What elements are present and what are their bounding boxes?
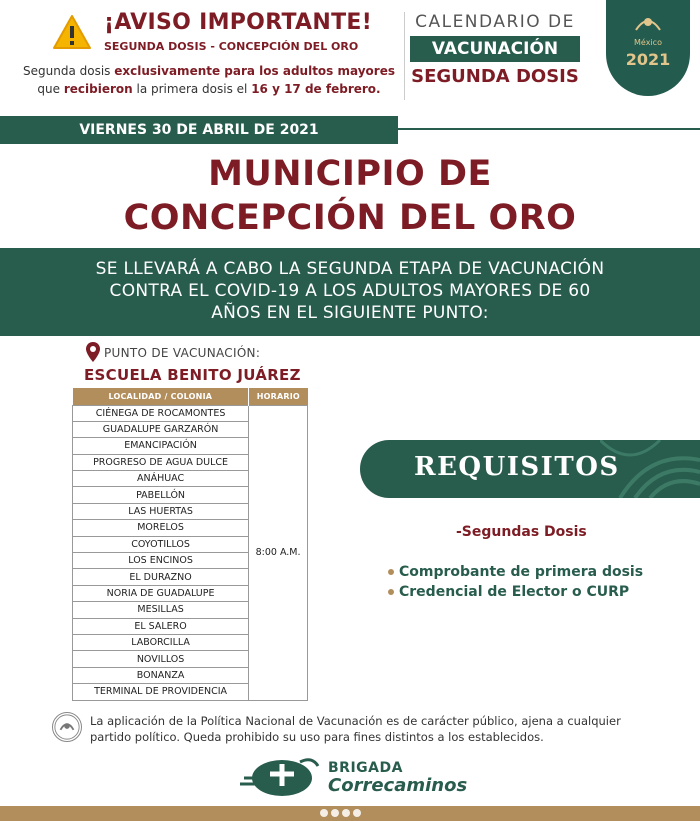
requisitos-subtitle: -Segundas Dosis [456, 524, 587, 540]
aviso-line-2: que recibieron la primera dosis el 16 y 17 de febrero. [37, 82, 381, 96]
calendar-vacunacion: VACUNACIÓN [410, 36, 580, 62]
punto-label: PUNTO DE VACUNACIÓN: [104, 346, 261, 360]
brigada-line-2: Correcaminos [328, 775, 468, 796]
municipio-title [0, 152, 700, 240]
brigada-correcaminos-logo-icon [240, 752, 322, 800]
header [0, 0, 700, 112]
national-coat-of-arms-icon [52, 712, 82, 742]
calendar-title: CALENDARIO DE [415, 12, 575, 32]
horario-cell: 8:00 A.M. [249, 405, 308, 700]
municipio-line-1: MUNICIPIO DE [208, 154, 492, 194]
table-header-row [73, 388, 308, 405]
localidad-cell: BONANZA [73, 667, 249, 683]
brigada-line-1: BRIGADA [328, 760, 403, 776]
eagle-emblem-icon [634, 10, 662, 34]
localidad-cell: LAS HUERTAS [73, 503, 249, 519]
localidad-cell: EL SALERO [73, 618, 249, 634]
header-divider [404, 12, 405, 100]
localidad-cell: ANÁHUAC [73, 471, 249, 487]
youtube-icon[interactable] [353, 809, 361, 817]
localidad-cell: EMANCIPACIÓN [73, 438, 249, 454]
aviso-title: ¡AVISO IMPORTANTE! [104, 10, 373, 35]
facebook-icon[interactable] [320, 809, 328, 817]
banner-line-1: SE LLEVARÁ A CABO LA SEGUNDA ETAPA DE VACUNACIÓN [95, 259, 605, 279]
municipio-line-2: CONCEPCIÓN DEL ORO [123, 198, 577, 238]
localidad-cell: NORIA DE GUADALUPE [73, 585, 249, 601]
date-bar-rule [398, 128, 700, 130]
localidad-cell: GUADALUPE GARZARÓN [73, 421, 249, 437]
calendar-segunda-dosis: SEGUNDA DOSIS [411, 66, 579, 87]
announcement-banner [0, 248, 700, 336]
header-localidad: LOCALIDAD / COLONIA [73, 388, 249, 405]
table-row [73, 405, 308, 421]
aviso-subtitle: SEGUNDA DOSIS - CONCEPCIÓN DEL ORO [104, 40, 359, 53]
header-horario: HORARIO [249, 388, 308, 405]
location-pin-icon [86, 342, 100, 362]
localidad-cell: PABELLÓN [73, 487, 249, 503]
schedule-body [73, 405, 308, 700]
localidad-cell: PROGRESO DE AGUA DULCE [73, 454, 249, 470]
warning-icon [52, 14, 92, 50]
requisito-item: Credencial de Elector o CURP [388, 584, 629, 600]
mexico-2021-seal [606, 0, 690, 96]
localidad-cell: TERMINAL DE PROVIDENCIA [73, 684, 249, 700]
seal-year: 2021 [625, 50, 671, 69]
date-bar: VIERNES 30 DE ABRIL DE 2021 [0, 116, 398, 144]
twitter-icon[interactable] [331, 809, 339, 817]
legal-line-1: La aplicación de la Política Nacional de Vacunación es de carácter público, ajena a cualquier [90, 714, 621, 728]
requisitos-banner [360, 440, 700, 498]
localidad-cell: LABORCILLA [73, 634, 249, 650]
localidad-cell: CIÉNEGA DE ROCAMONTES [73, 405, 249, 421]
punto-name: ESCUELA BENITO JUÁREZ [84, 366, 301, 384]
localidad-cell: COYOTILLOS [73, 536, 249, 552]
localidad-cell: MORELOS [73, 520, 249, 536]
social-icons [320, 809, 361, 817]
requisito-item: Comprobante de primera dosis [388, 564, 643, 580]
banner-line-3: AÑOS EN EL SIGUIENTE PUNTO: [211, 303, 489, 323]
instagram-icon[interactable] [342, 809, 350, 817]
legal-line-2: partido político. Queda prohibido su uso para fines distintos a los establecidos. [90, 730, 544, 744]
banner-line-2: CONTRA EL COVID-19 A LOS ADULTOS MAYORES DE 60 [109, 281, 591, 301]
localidad-cell: EL DURAZNO [73, 569, 249, 585]
bullet-icon [388, 569, 394, 575]
localidad-cell: NOVILLOS [73, 651, 249, 667]
aviso-line-1: Segunda dosis exclusivamente para los adultos mayores [23, 64, 395, 78]
localidad-cell: MESILLAS [73, 602, 249, 618]
bullet-icon [388, 589, 394, 595]
schedule-table [72, 388, 308, 701]
legal-notice [90, 713, 680, 745]
seal-text: México [634, 38, 662, 47]
requisitos-title: REQUISITOS [414, 452, 620, 482]
localidad-cell: LOS ENCINOS [73, 553, 249, 569]
